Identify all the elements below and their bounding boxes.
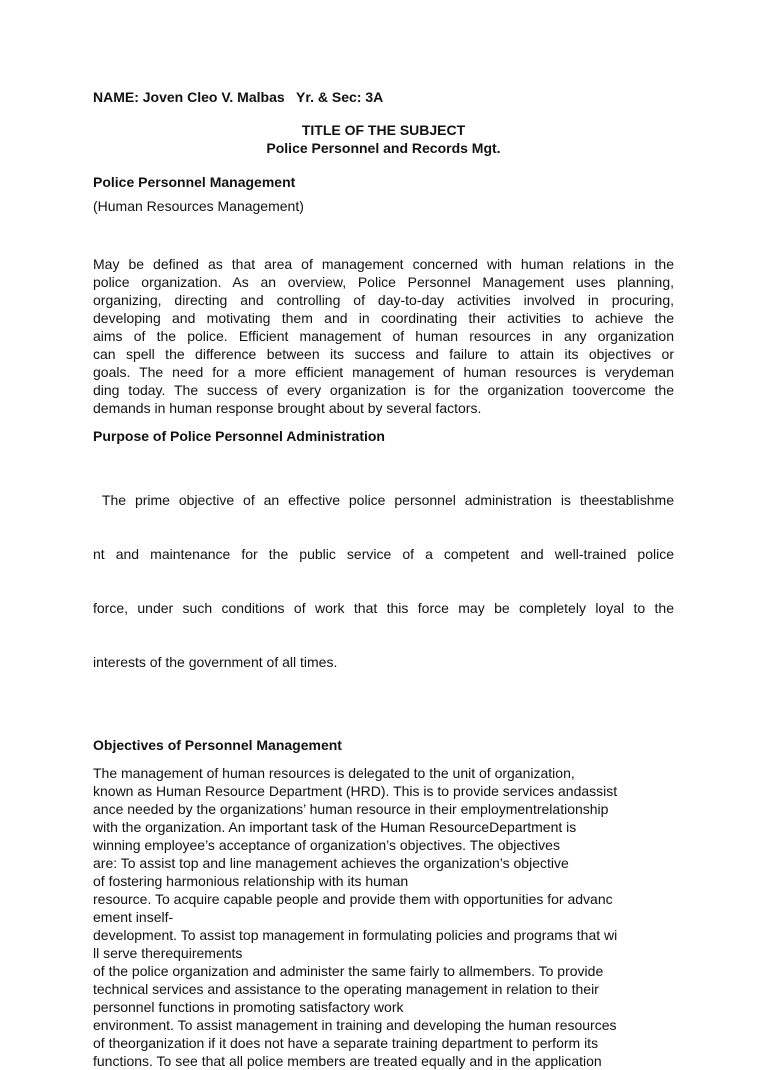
student-name-line: NAME: Joven Cleo V. Malbas Yr. & Sec: 3A: [93, 89, 384, 105]
paragraph-line: developing and motivating them and in coordinating their activities to achieve the: [93, 310, 674, 326]
paragraph-line: nt and maintenance for the public service of a competent and well-trained police: [93, 546, 674, 562]
paragraph-line: The prime objective of an effective police personnel administration is theestablishme: [93, 492, 675, 508]
paragraph-line: are: To assist top and line management achieves the organization’s objective: [93, 855, 569, 871]
paragraph-line: force, under such conditions of work that this force may be completely loyal to the: [93, 600, 674, 616]
paragraph-line: goals. The need for a more efficient management of human resources is verydeman: [93, 364, 674, 380]
paragraph-line: resource. To acquire capable people and provide them with opportunities for advanc: [93, 891, 613, 907]
paragraph-line: environment. To assist management in training and developing the human resources: [93, 1017, 617, 1033]
paragraph-line: ll serve therequirements: [93, 945, 243, 961]
paragraph-line: ance needed by the organizations’ human resource in their employmentrelationship: [93, 801, 609, 817]
paragraph-line: functions. To see that all police members are treated equally and in the application: [93, 1053, 602, 1069]
paragraph-line: development. To assist top management in formulating policies and programs that wi: [93, 927, 618, 943]
paragraph-line: of the police organization and administer the same fairly to allmembers. To provide: [93, 963, 604, 979]
paragraph-line: May be defined as that area of management concerned with human relations in the: [93, 256, 674, 272]
paragraph-objectives: [93, 764, 674, 1070]
paragraph-line: ement inself-: [93, 909, 174, 925]
paragraph-line: demands in human response brought about by several factors.: [93, 400, 482, 416]
title-block: [93, 121, 674, 157]
paragraph-line: aims of the police. Efficient management of human resources in any organization: [93, 328, 674, 344]
paragraph-line: can spell the difference between its success and failure to attain its objectives or: [93, 346, 674, 362]
section-heading-police-personnel-management: Police Personnel Management: [93, 174, 296, 190]
paragraph-line: winning employee’s acceptance of organization’s objectives. The objectives: [93, 837, 560, 853]
paragraph-line: organizing, directing and controlling of day-to-day activities involved in procuring,: [93, 292, 674, 308]
section-heading-objectives: Objectives of Personnel Management: [93, 737, 342, 753]
document-body: [93, 88, 674, 1070]
paragraph-purpose: [93, 455, 674, 707]
paragraph-line: The management of human resources is delegated to the unit of organization,: [93, 765, 575, 781]
paragraph-line: ding today. The success of every organization is for the organization toovercome the: [93, 382, 674, 398]
subject-title-label: TITLE OF THE SUBJECT: [301, 122, 466, 138]
paragraph-line: police organization. As an overview, Police Personnel Management uses planning,: [93, 274, 674, 290]
paragraph-line: known as Human Resource Department (HRD). This is to provide services andassist: [93, 783, 618, 799]
subject-title: Police Personnel and Records Mgt.: [266, 140, 501, 156]
paragraph-line: of theorganization if it does not have a separate training department to perform its: [93, 1035, 599, 1051]
section-subtitle-hrm: (Human Resources Management): [93, 198, 304, 214]
section-heading-purpose: Purpose of Police Personnel Administration: [93, 428, 385, 444]
paragraph-line: of fostering harmonious relationship with its human: [93, 873, 409, 889]
paragraph-definition: [93, 255, 674, 417]
paragraph-line: interests of the government of all times.: [93, 654, 338, 670]
paragraph-line: with the organization. An important task of the Human ResourceDepartment is: [93, 819, 577, 835]
paragraph-line: technical services and assistance to the operating management in relation to their: [93, 981, 599, 997]
paragraph-line: personnel functions in promoting satisfactory work: [93, 999, 404, 1015]
